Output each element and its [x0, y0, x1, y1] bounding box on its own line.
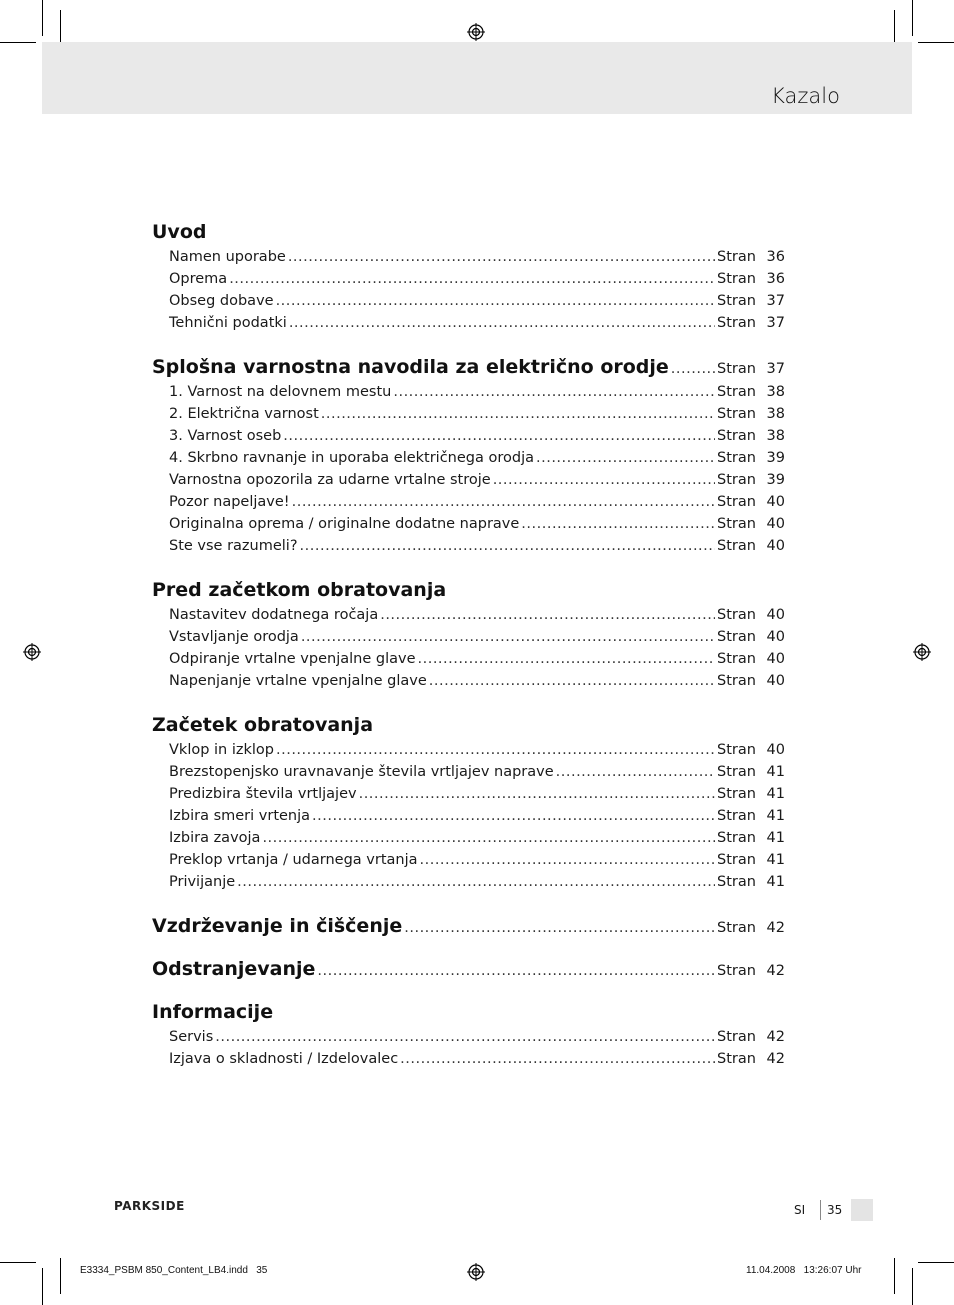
toc-section — [152, 912, 785, 940]
dot-leader — [400, 1048, 715, 1070]
entry-label: Stran — [717, 963, 756, 979]
entry-title: Odpiranje vrtalne vpenjalne glave — [169, 651, 416, 667]
registration-mark-icon — [467, 23, 485, 41]
entry-label: Stran — [717, 249, 756, 265]
entry-page: 36 — [766, 249, 785, 265]
print-slug-file: E3334_PSBM 850_Content_LB4.indd 35 — [80, 1265, 268, 1276]
dot-leader — [393, 381, 715, 403]
entry-label: Stran — [717, 830, 756, 846]
entry-title: Ste vse razumeli? — [169, 538, 298, 554]
dot-leader — [536, 447, 715, 469]
entry-page: 41 — [766, 830, 785, 846]
dot-leader — [317, 957, 715, 985]
entry-label: Stran — [717, 361, 756, 377]
dot-leader — [429, 670, 715, 692]
page-number: 35 — [827, 1203, 843, 1217]
entry-title: Oprema — [169, 271, 228, 287]
entry-label: Stran — [717, 874, 756, 890]
entry-title: Pozor napeljave! — [169, 494, 290, 510]
toc-entry[interactable] — [152, 535, 785, 557]
entry-title: Varnostna opozorila za udarne vrtalne stroje — [169, 472, 491, 488]
entry-label: Stran — [717, 808, 756, 824]
dot-leader — [301, 626, 715, 648]
toc-section — [152, 353, 785, 557]
toc-entry[interactable] — [152, 513, 785, 535]
dot-leader — [215, 1026, 715, 1048]
toc-entry[interactable] — [152, 761, 785, 783]
toc-section — [152, 711, 785, 893]
entry-page: 42 — [766, 1051, 785, 1067]
entry-page: 41 — [766, 852, 785, 868]
entry-page: 38 — [766, 428, 785, 444]
crop-mark — [912, 0, 913, 36]
crop-mark — [42, 0, 43, 36]
entry-page: 37 — [766, 361, 785, 377]
crop-mark — [42, 1268, 43, 1305]
dot-leader — [300, 535, 715, 557]
toc-entry[interactable] — [152, 425, 785, 447]
entry-page: 41 — [766, 764, 785, 780]
toc-entry[interactable] — [152, 626, 785, 648]
crop-mark — [60, 1258, 61, 1294]
entry-title: Preklop vrtanja / udarnega vrtanja — [169, 852, 418, 868]
entry-page: 38 — [766, 384, 785, 400]
toc-section — [152, 955, 785, 983]
entry-label: Stran — [717, 629, 756, 645]
entry-title: Privijanje — [169, 874, 236, 890]
section-heading: Vzdrževanje in čiščenje — [152, 915, 403, 937]
entry-page: 39 — [766, 472, 785, 488]
entry-page: 42 — [766, 963, 785, 979]
crop-mark — [894, 10, 895, 46]
entry-title: Tehnični podatki — [169, 315, 287, 331]
brand-logo: PARKSIDE — [114, 1199, 185, 1213]
section-heading: Uvod — [152, 221, 207, 243]
entry-page: 41 — [766, 786, 785, 802]
toc-entry[interactable] — [152, 312, 785, 334]
entry-page: 41 — [766, 808, 785, 824]
dot-leader — [420, 849, 716, 871]
entry-label: Stran — [717, 1029, 756, 1045]
page-info — [794, 1199, 873, 1221]
dot-leader — [312, 805, 715, 827]
page-title: Kazalo — [771, 84, 840, 108]
dot-leader — [671, 355, 715, 383]
section-heading: Začetek obratovanja — [152, 714, 374, 736]
dot-leader — [418, 648, 716, 670]
toc-entry[interactable] — [152, 403, 785, 425]
dot-leader — [321, 403, 715, 425]
toc-entry[interactable] — [152, 648, 785, 670]
entry-title: Servis — [169, 1029, 214, 1045]
toc-section — [152, 998, 785, 1070]
entry-label: Stran — [717, 450, 756, 466]
divider — [820, 1200, 821, 1220]
entry-page: 37 — [766, 293, 785, 309]
entry-title: 4. Skrbno ravnanje in uporaba električnega orodja — [169, 450, 534, 466]
toc-entry[interactable] — [152, 805, 785, 827]
entry-title: Namen uporabe — [169, 249, 286, 265]
dot-leader — [380, 604, 715, 626]
registration-mark-icon — [467, 1263, 485, 1281]
entry-title: Brezstopenjsko uravnavanje števila vrtljajev naprave — [169, 764, 554, 780]
toc-entry[interactable] — [152, 290, 785, 312]
entry-page: 38 — [766, 406, 785, 422]
dot-leader — [276, 290, 715, 312]
entry-title: 1. Varnost na delovnem mestu — [169, 384, 392, 400]
dot-leader — [283, 425, 715, 447]
table-of-contents — [152, 218, 785, 1089]
toc-entry[interactable] — [152, 469, 785, 491]
entry-title: Predizbira števila vrtljajev — [169, 786, 357, 802]
entry-label: Stran — [717, 315, 756, 331]
entry-label: Stran — [717, 406, 756, 422]
entry-page: 40 — [766, 629, 785, 645]
entry-title: Izbira zavoja — [169, 830, 261, 846]
entry-label: Stran — [717, 852, 756, 868]
entry-label: Stran — [717, 786, 756, 802]
toc-entry[interactable] — [152, 827, 785, 849]
entry-title: Obseg dobave — [169, 293, 274, 309]
language-code: SI — [794, 1203, 806, 1217]
toc-entry[interactable] — [152, 491, 785, 513]
toc-entry[interactable] — [152, 1026, 785, 1048]
dot-leader — [276, 739, 715, 761]
entry-label: Stran — [717, 673, 756, 689]
dot-leader — [262, 827, 715, 849]
crop-mark — [0, 42, 36, 43]
entry-label: Stran — [717, 764, 756, 780]
dot-leader — [493, 469, 715, 491]
entry-page: 40 — [766, 607, 785, 623]
dot-leader — [288, 246, 715, 268]
entry-page: 40 — [766, 516, 785, 532]
entry-page: 42 — [766, 1029, 785, 1045]
entry-page: 40 — [766, 651, 785, 667]
entry-title: 3. Varnost oseb — [169, 428, 282, 444]
entry-label: Stran — [717, 538, 756, 554]
section-heading: Splošna varnostna navodila za električno orodje — [152, 356, 669, 378]
entry-title: Vstavljanje orodja — [169, 629, 299, 645]
entry-page: 41 — [766, 874, 785, 890]
entry-title: Originalna oprema / originalne dodatne naprave — [169, 516, 520, 532]
entry-page: 40 — [766, 538, 785, 554]
dot-leader — [404, 914, 715, 942]
entry-title: Vklop in izklop — [169, 742, 274, 758]
toc-entry[interactable] — [152, 783, 785, 805]
entry-page: 36 — [766, 271, 785, 287]
section-heading: Pred začetkom obratovanja — [152, 579, 447, 601]
entry-page: 37 — [766, 315, 785, 331]
entry-label: Stran — [717, 271, 756, 287]
entry-page: 39 — [766, 450, 785, 466]
entry-label: Stran — [717, 742, 756, 758]
dot-leader — [556, 761, 715, 783]
entry-page: 40 — [766, 673, 785, 689]
toc-entry[interactable] — [152, 1048, 785, 1070]
section-heading: Odstranjevanje — [152, 958, 316, 980]
crop-mark — [918, 42, 954, 43]
toc-entry[interactable] — [152, 447, 785, 469]
entry-title: Napenjanje vrtalne vpenjalne glave — [169, 673, 427, 689]
crop-mark — [912, 1268, 913, 1305]
entry-page: 40 — [766, 742, 785, 758]
dot-leader — [229, 268, 715, 290]
toc-entry[interactable] — [152, 670, 785, 692]
entry-label: Stran — [717, 472, 756, 488]
registration-mark-icon — [23, 643, 41, 661]
entry-title: Izjava o skladnosti / Izdelovalec — [169, 1051, 399, 1067]
entry-label: Stran — [717, 651, 756, 667]
entry-label: Stran — [717, 293, 756, 309]
toc-entry[interactable] — [152, 849, 785, 871]
entry-label: Stran — [717, 607, 756, 623]
section-heading: Informacije — [152, 1001, 274, 1023]
dot-leader — [237, 871, 715, 893]
registration-mark-icon — [913, 643, 931, 661]
print-slug-date: 11.04.2008 13:26:07 Uhr — [746, 1265, 862, 1276]
crop-mark — [894, 1258, 895, 1294]
dot-leader — [292, 491, 715, 513]
toc-entry[interactable] — [152, 604, 785, 626]
toc-entry[interactable] — [152, 246, 785, 268]
entry-page: 42 — [766, 920, 785, 936]
page-tab — [851, 1199, 873, 1221]
toc-entry[interactable] — [152, 871, 785, 893]
dot-leader — [289, 312, 715, 334]
entry-title: 2. Električna varnost — [169, 406, 319, 422]
entry-label: Stran — [717, 494, 756, 510]
toc-entry[interactable] — [152, 739, 785, 761]
toc-entry[interactable] — [152, 381, 785, 403]
crop-mark — [60, 10, 61, 46]
entry-label: Stran — [717, 516, 756, 532]
toc-section — [152, 218, 785, 334]
entry-label: Stran — [717, 920, 756, 936]
section-heading-entry[interactable] — [152, 912, 785, 940]
entry-label: Stran — [717, 1051, 756, 1067]
dot-leader — [359, 783, 715, 805]
section-heading-entry[interactable] — [152, 955, 785, 983]
entry-label: Stran — [717, 384, 756, 400]
toc-entry[interactable] — [152, 268, 785, 290]
section-heading-entry[interactable] — [152, 353, 785, 381]
toc-section — [152, 576, 785, 692]
entry-page: 40 — [766, 494, 785, 510]
dot-leader — [521, 513, 715, 535]
entry-title: Izbira smeri vrtenja — [169, 808, 311, 824]
crop-mark — [918, 1262, 954, 1263]
entry-title: Nastavitev dodatnega ročaja — [169, 607, 379, 623]
entry-label: Stran — [717, 428, 756, 444]
crop-mark — [0, 1262, 36, 1263]
